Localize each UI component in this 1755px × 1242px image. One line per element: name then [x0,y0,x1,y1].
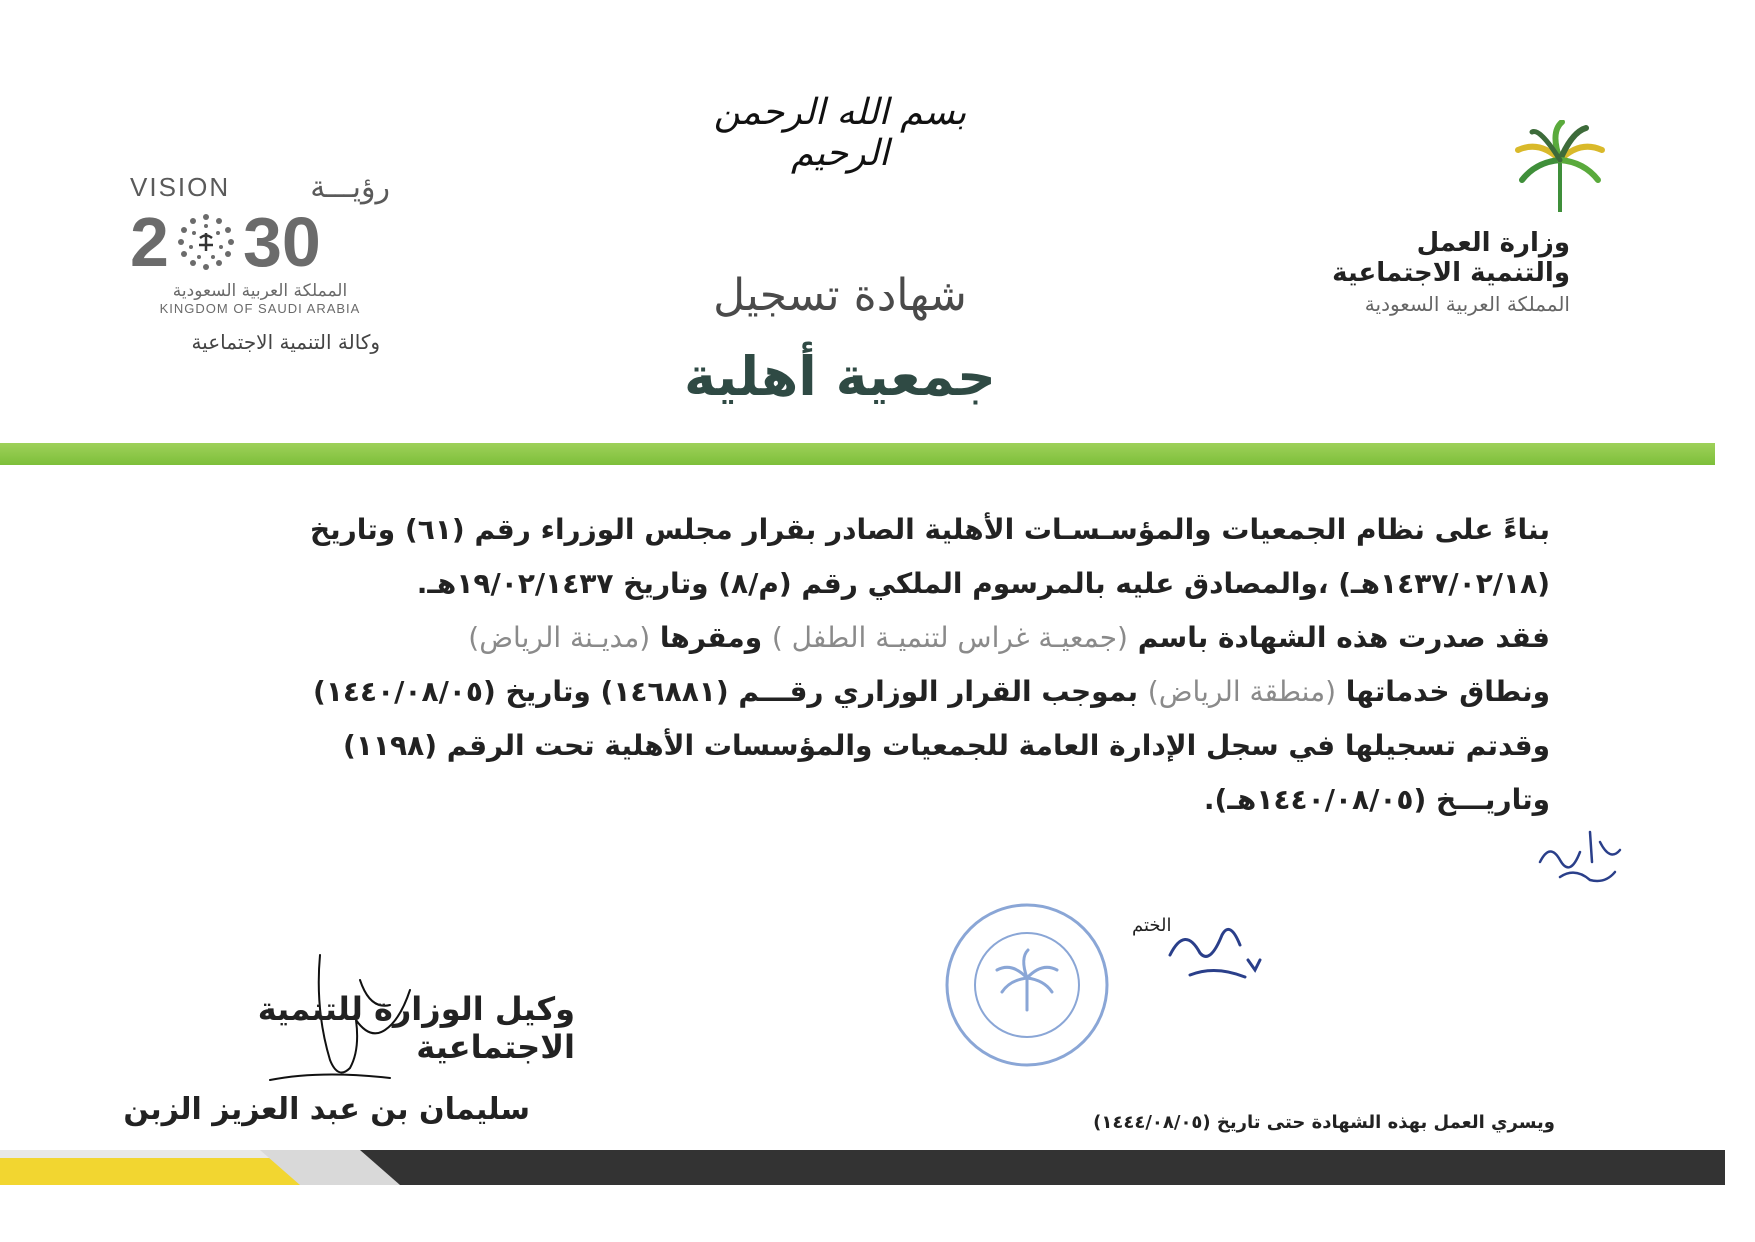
ministry-palm-icon [1510,120,1610,220]
body-line-2: (١٤٣٧/٠٢/١٨هـ) ،والمصادق عليه بالمرسوم الملكي رقم (م/٨) وتاريخ ١٩/٠٢/١٤٣٧هـ. [416,567,1550,600]
agency-name: وكالة التنمية الاجتماعية [191,330,380,354]
body-line-3-b: ومقرها [650,621,772,654]
basmala: بسم الله الرحمن الرحيم [713,92,967,174]
body-line-4-b: بموجب القرار الوزاري رقـــم (١٤٦٨٨١) وتاريخ (١٤٤٠/٠٨/٠٥) [313,675,1148,708]
vision-year-left: 2 [130,203,169,281]
vision-emblem-icon [175,211,237,273]
body-line-6: وتاريـــخ (١٤٤٠/٠٨/٠٥هـ). [1203,783,1550,816]
ministry-name-line2: والتنمية الاجتماعية [1332,258,1570,288]
ministry-logo [1270,228,1570,316]
certificate-title: شهادة تسجيل [713,270,967,321]
vision-2030-logo [130,170,390,354]
body-line-4-a: ونطاق خدماتها [1336,675,1550,708]
body-line-1: بناءً على نظام الجمعيات والمؤسـسـات الأهلية الصادر بقرار مجلس الوزراء رقم (٦١) وتاريخ [309,513,1550,546]
handwritten-initials-icon [1520,822,1640,892]
bottom-decorative-band [0,1150,1725,1185]
certificate-body [140,503,1550,827]
headquarters-city: (مديـنة الرياض) [468,621,651,654]
validity-note: ويسري العمل بهذه الشهادة حتى تاريخ (١٤٤٤/٠٨/٠٥) [1093,1112,1555,1133]
vision-year-right: 30 [242,203,321,281]
association-name: (جمعيـة غراس لتنميـة الطفل ) [771,621,1128,654]
vision-ar: رؤيـــة [310,170,390,205]
body-line-3 [140,611,1550,665]
vision-word: VISION [130,172,231,202]
stamp-initials-icon [1160,905,1270,985]
official-stamp-icon [942,900,1112,1070]
signer-title: وكيل الوزارة للتنمية الاجتماعية [257,990,575,1066]
vision-kingdom-ar: المملكة العربية السعودية [172,281,348,301]
body-line-5: وقدتم تسجيلها في سجل الإدارة العامة للجمعيات والمؤسسات الأهلية تحت الرقم (١١٩٨) [343,729,1550,762]
body-line-3-a: فقد صدرت هذه الشهادة باسم [1127,621,1550,654]
service-region: (منطقة الرياض) [1147,675,1337,708]
signer-name: سليمان بن عبد العزيز الزبن [123,1092,530,1127]
stamp-label: الختم [1132,915,1172,936]
body-line-4 [140,665,1550,719]
ministry-name-line1: وزارة العمل [1416,228,1570,258]
green-divider-band [0,443,1715,465]
certificate-subtitle: جمعية أهلية [684,345,996,408]
ministry-kingdom: المملكة العربية السعودية [1364,292,1570,316]
vision-kingdom-en: KINGDOM OF SAUDI ARABIA [159,301,361,316]
